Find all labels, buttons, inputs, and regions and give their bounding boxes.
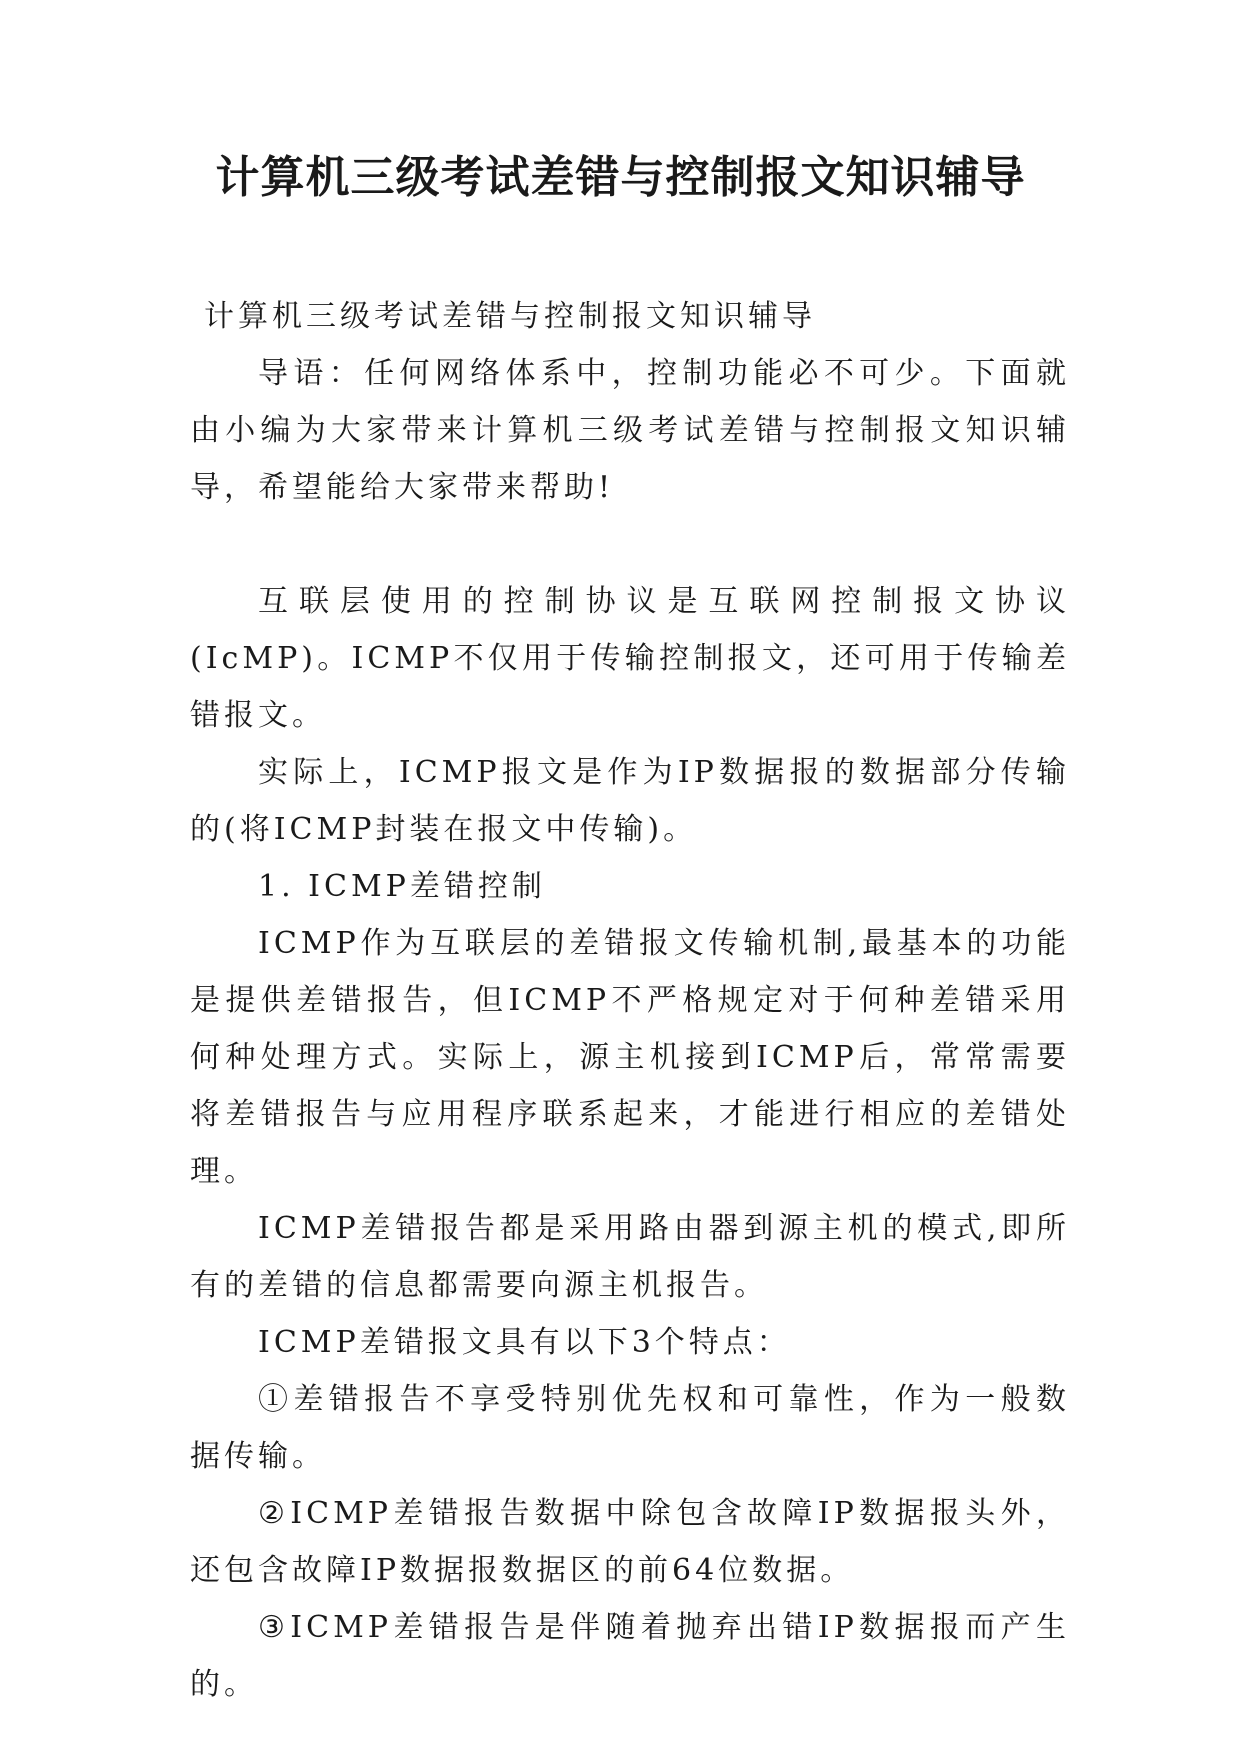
paragraph: ICMP差错报告都是采用路由器到源主机的模式,即所有的差错的信息都需要向源主机报告。 — [190, 1211, 1070, 1303]
paragraph-intro: 导语：任何网络体系中，控制功能必不可少。下面就由小编为大家带来计算机三级考试差错与控制报文知识辅导，希望能给大家带来帮助! — [190, 356, 1070, 505]
document-title: 计算机三级考试差错与控制报文知识辅导 — [215, 152, 1026, 203]
document-subtitle: 计算机三级考试差错与控制报文知识辅导 — [204, 299, 816, 334]
list-item: ①差错报告不享受特别优先权和可靠性，作为一般数据传输。 — [190, 1382, 1070, 1474]
paragraph: 实际上，ICMP报文是作为IP数据报的数据部分传输的(将ICMP封装在报文中传输)。 — [190, 755, 1070, 847]
paragraph: 互联层使用的控制协议是互联网控制报文协议(IcMP)。ICMP不仅用于传输控制报文，还可用于传输差错报文。 — [190, 584, 1070, 733]
list-item: ③ICMP差错报告是伴随着抛弃出错IP数据报而产生的。 — [190, 1610, 1070, 1702]
section-heading: 1. ICMP差错控制 — [258, 869, 546, 904]
paragraph: ICMP作为互联层的差错报文传输机制,最基本的功能是提供差错报告，但ICMP不严格规定对于何种差错采用何种处理方式。实际上，源主机接到ICMP后，常常需要将差错报告与应用程序联系起来，才能进行相应的差错处理。 — [190, 926, 1070, 1189]
document-body — [190, 288, 1070, 1713]
list-item: ②ICMP差错报告数据中除包含故障IP数据报头外，还包含故障IP数据报数据区的前64位数据。 — [190, 1496, 1070, 1588]
paragraph: ICMP差错报文具有以下3个特点： — [258, 1325, 791, 1360]
paragraph-gap — [190, 516, 1070, 573]
